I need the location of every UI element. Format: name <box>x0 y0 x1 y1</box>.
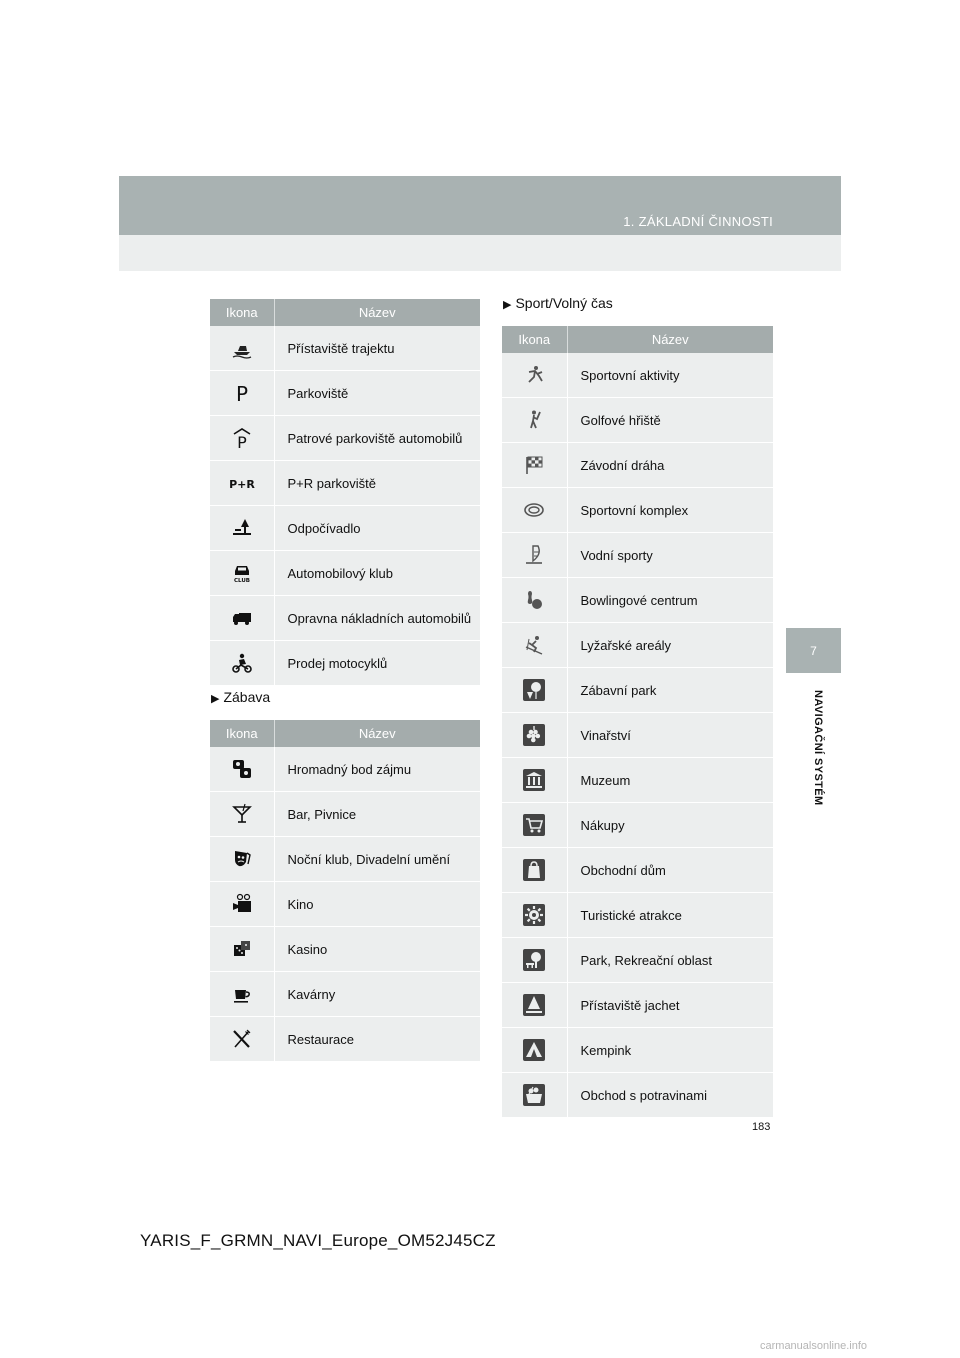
table-row <box>210 326 480 371</box>
row-name: Kino <box>274 882 480 927</box>
chapter-number: 7 <box>810 643 817 658</box>
row-name: Sportovní komplex <box>567 488 773 533</box>
table-row <box>502 713 773 758</box>
dice-icon <box>231 938 253 960</box>
chapter-title: 1. ZÁKLADNÍ ČINNOSTI <box>623 214 773 229</box>
table-row <box>210 596 480 641</box>
table-row <box>210 837 480 882</box>
watermark: carmanualsonline.info <box>760 1340 868 1352</box>
row-name: Kempink <box>567 1028 773 1073</box>
sport-figure-icon <box>523 364 545 386</box>
page-number: 183 <box>752 1121 771 1133</box>
row-name: Odpočívadlo <box>274 506 480 551</box>
table-header-row <box>502 326 773 353</box>
section-heading-sport <box>503 295 613 311</box>
attraction-gear-icon <box>523 904 545 926</box>
row-name: Turistické atrakce <box>567 893 773 938</box>
row-name: Automobilový klub <box>274 551 480 596</box>
motorcycle-icon <box>231 652 253 674</box>
svg-text:P+R: P+R <box>228 478 255 491</box>
header-band <box>119 176 841 271</box>
table-row <box>210 927 480 972</box>
amusement-park-icon <box>523 679 545 701</box>
row-name: Opravna nákladních automobilů <box>274 596 480 641</box>
poi-cluster-icon <box>231 758 253 780</box>
table-header-row <box>210 299 480 326</box>
table-row <box>210 371 480 416</box>
grocery-basket-icon <box>523 1084 545 1106</box>
section-title: Sport/Volný čas <box>515 295 613 311</box>
windsurf-icon <box>523 544 545 566</box>
row-name: Patrové parkoviště automobilů <box>274 416 480 461</box>
cutlery-icon <box>231 1028 253 1050</box>
row-name: Kasino <box>274 927 480 972</box>
poi-table-transport <box>210 299 480 686</box>
table-row <box>210 1017 480 1062</box>
table-row <box>502 893 773 938</box>
skier-icon <box>523 634 545 656</box>
poi-table-entertainment <box>210 720 480 1062</box>
sailboat-icon <box>523 994 545 1016</box>
checkered-flag-icon <box>523 454 545 476</box>
row-name: Přístaviště jachet <box>567 983 773 1028</box>
row-name: Muzeum <box>567 758 773 803</box>
table-row <box>502 623 773 668</box>
table-row <box>502 533 773 578</box>
row-name: Zábavní park <box>567 668 773 713</box>
grapes-icon <box>523 724 545 746</box>
row-name: Golfové hřiště <box>567 398 773 443</box>
header-icon: Ikona <box>210 299 274 326</box>
table-row <box>502 443 773 488</box>
row-name: Závodní dráha <box>567 443 773 488</box>
table-row <box>502 938 773 983</box>
header-name: Název <box>274 299 480 326</box>
museum-icon <box>523 769 545 791</box>
row-name: Sportovní aktivity <box>567 353 773 398</box>
svg-text:CLUB: CLUB <box>233 578 250 584</box>
parking-garage-icon <box>231 427 253 452</box>
row-name: Vinařství <box>567 713 773 758</box>
stadium-icon <box>523 499 545 521</box>
table-row <box>502 398 773 443</box>
park-tree-icon <box>523 949 545 971</box>
table-row <box>502 668 773 713</box>
table-row <box>210 416 480 461</box>
parking-icon <box>231 382 253 404</box>
cocktail-icon <box>231 803 253 825</box>
row-name: Obchodní dům <box>567 848 773 893</box>
header-icon: Ikona <box>502 326 567 353</box>
table-row <box>502 758 773 803</box>
row-name: Prodej motocyklů <box>274 641 480 686</box>
section-title: Zábava <box>223 689 271 705</box>
table-row <box>502 488 773 533</box>
triangle-icon: ▶ <box>211 693 220 705</box>
golfer-icon <box>523 409 545 431</box>
table-row <box>210 882 480 927</box>
truck-icon <box>231 607 253 629</box>
table-row <box>502 803 773 848</box>
svg-text:P: P <box>235 382 248 406</box>
row-name: Bowlingové centrum <box>567 578 773 623</box>
row-name: P+R parkoviště <box>274 461 480 506</box>
table-row <box>210 551 480 596</box>
ferry-icon <box>231 337 253 359</box>
svg-text:P: P <box>236 433 247 452</box>
table-row <box>502 578 773 623</box>
row-name: Restaurace <box>274 1017 480 1062</box>
coffee-cup-icon <box>231 983 253 1005</box>
row-name: Bar, Pivnice <box>274 792 480 837</box>
park-and-ride-icon <box>228 472 255 494</box>
table-row <box>502 848 773 893</box>
header-icon: Ikona <box>210 720 274 747</box>
header-name: Název <box>567 326 773 353</box>
row-name: Lyžařské areály <box>567 623 773 668</box>
car-club-icon <box>231 562 253 584</box>
shopping-bag-icon <box>523 859 545 881</box>
table-row <box>210 461 480 506</box>
row-name: Přístaviště trajektu <box>274 326 480 371</box>
table-header-row <box>210 720 480 747</box>
rest-area-icon <box>231 517 253 539</box>
bowling-icon <box>523 589 545 611</box>
tent-icon <box>523 1039 545 1061</box>
row-name: Hromadný bod zájmu <box>274 747 480 792</box>
chapter-side-label: NAVIGAČNÍ SYSTÉM <box>812 689 824 806</box>
row-name: Obchod s potravinami <box>567 1073 773 1118</box>
shopping-cart-icon <box>523 814 545 836</box>
section-heading-zabava <box>211 689 270 705</box>
row-name: Vodní sporty <box>567 533 773 578</box>
table-row <box>502 1028 773 1073</box>
row-name: Noční klub, Divadelní umění <box>274 837 480 882</box>
row-name: Nákupy <box>567 803 773 848</box>
table-row <box>502 983 773 1028</box>
chapter-tab <box>786 628 841 673</box>
table-row <box>502 1073 773 1118</box>
poi-table-sport <box>502 326 773 1118</box>
table-row <box>210 641 480 686</box>
triangle-icon: ▶ <box>503 299 512 311</box>
movie-camera-icon <box>231 893 253 915</box>
table-row <box>210 506 480 551</box>
header-bar <box>119 176 841 235</box>
row-name: Parkoviště <box>274 371 480 416</box>
row-name: Kavárny <box>274 972 480 1017</box>
table-row <box>502 353 773 398</box>
table-row <box>210 747 480 792</box>
document-id: YARIS_F_GRMN_NAVI_Europe_OM52J45CZ <box>140 1231 496 1250</box>
header-name: Název <box>274 720 480 747</box>
theatre-mask-icon <box>231 848 253 870</box>
row-name: Park, Rekreační oblast <box>567 938 773 983</box>
table-row <box>210 972 480 1017</box>
table-row <box>210 792 480 837</box>
